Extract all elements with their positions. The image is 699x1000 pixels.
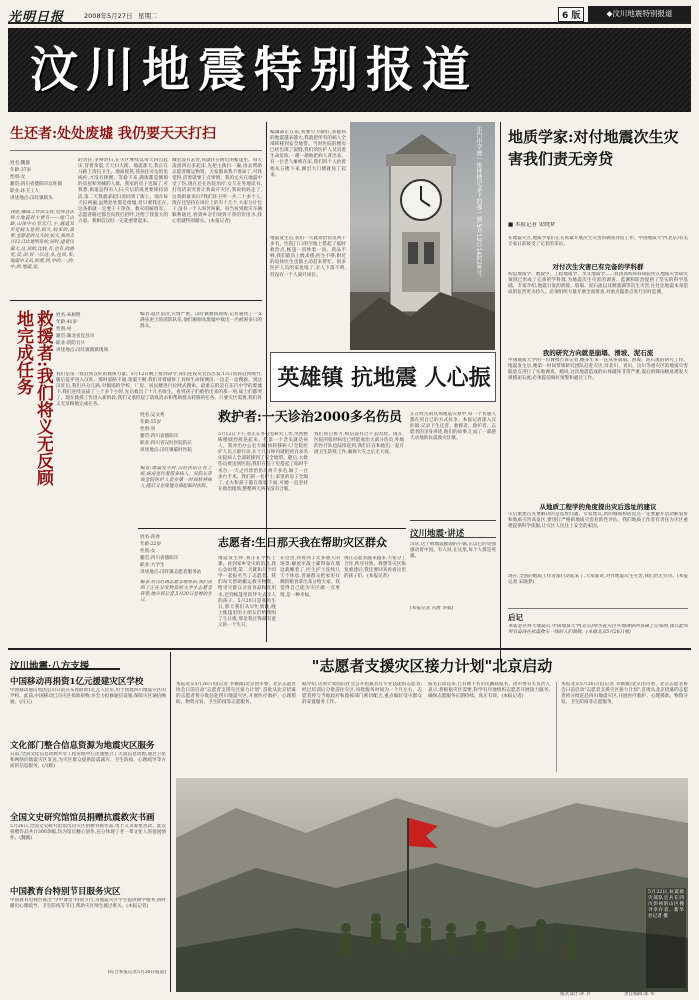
- medic-profile: [140, 412, 212, 454]
- profile-line: 性别:女: [10, 175, 26, 180]
- editorial-col2: 汉旺,这个被地震摧毁的小镇,正以它的坚强感动着中国。有人说,在这里,每个人都是英雄。: [410, 542, 496, 560]
- section-banner: [8, 28, 691, 112]
- geologist-p1: 构造地质学、地貌学、工程地质学、水文地质学……我国高校和科研院所在地质灾害研究领域已形成了完备的学科群,为地震次生灾害的调查、监测和防治提供了坚实的科学基础。专家介绍,地震引发的滑坡、崩塌、泥石流以及堰塞湖等次生灾害,往往比地震本身造成的危害更为持久。必须组织力量开展全面排查,对重点隐患点进行实时监测。: [508, 272, 688, 296]
- survivor-body: 的责任,争辩清扫,在灾区继续以每天四点起床,冒着余震,天天扫大街。地震那天,我正在马路上清扫卫生。地面摇晃,我扶住旁边的电线杆,才没有摔倒。等稳下来,满街都是倒塌的房屋和哭喊的人群。我家的房子也塌了,可我想,街道总得有人扫,灾后防疫更要保持清洁,第二天我就拿起扫帚回到了街上。现在每天扫两遍,虽然处处都是废墟,但只要我还在,这条街就一定要干干净净。救灾的解放军、志愿者路过都会向我打招呼,这给了我很大的力量。我相信汉旺一定能重建起来。: [78, 158, 168, 224]
- profile-line: 姓名:蒋春: [140, 535, 160, 540]
- geologist-subhead-2: 我的研究方向就是崩塌、滑坡、泥石流: [542, 349, 654, 357]
- bottom-photo-caption: 5月22日,抗震救灾部队官兵在四川彭州的山区搜寻幸存者。新华社记者 摄: [646, 888, 686, 988]
- profile-line: 籍贯:四川省德阳市: [140, 434, 179, 439]
- section-tab-label: 汶川地震特别报道: [612, 9, 673, 18]
- slogan-banner: [270, 352, 496, 402]
- profile-line: 讲述地点:汉旺镇街头: [10, 196, 53, 201]
- profile-line: 职业:消防官兵: [56, 341, 86, 346]
- slogan-text: 英雄镇 抗地震 人心振: [277, 365, 491, 391]
- editorial-label: 汶川地震·讲述: [410, 520, 496, 538]
- diamond-icon: ◆: [606, 9, 613, 18]
- geologist-subhead-1: 对付次生灾害已有完备的学科群: [552, 263, 644, 271]
- volunteer-lede: 编者:在汉旺镇志愿者服务站,我们见到了正在分发物资的大学生志愿者蒋春,她告诉记者,5月20日是她的生日。: [140, 580, 212, 604]
- hospital-col1: 编辑部正在前,我要尽力做好,我感到的地震越来越大,我就把所有的病人全部转移到安全地带。当时医院的楼房已经出现了裂缝,我们的医护人员冒着生命危险,一趟一趟地把病人背出来。有一位老人瘫痪在床,我们四个人抬着他从五楼下来,刚出大门楼就晃了起来。: [270, 130, 346, 178]
- geologist-lede: 在地震灾区,地质学家们正在抓紧开展次生灾害的调查评估工作。中国地质大学(北京)有关专家日前接受了记者的采访。: [508, 236, 688, 248]
- masthead: [8, 6, 691, 24]
- photo-caption: 东汽中学被一座钟楼记录下的那一刻,5月12日14时28分。: [475, 126, 482, 281]
- relay-body: 本报北京5月26日电(记者 李薇薇)北京团市委、北京志愿者协会日前启动"志愿者支援灾区接力计划",首批从北京招募的志愿者将分批赶赴四川地震灾区,开展医疗救护、心理援助、物资分发、卫生防疫等志愿服务。: [176, 682, 296, 706]
- section-tab: [588, 6, 691, 22]
- profile-line: 职业:环卫工人: [10, 189, 40, 194]
- profile-line: 年龄:37岁: [10, 168, 32, 173]
- profile-line: 籍贯:四川省德阳市: [140, 556, 179, 561]
- briefs-footer: (综合本报记者5月26日报道): [107, 970, 166, 975]
- brief-title: 中国教育台特别节目服务灾区: [10, 887, 121, 897]
- postscript-title: 后记: [508, 613, 523, 622]
- profile-line: 姓名:吴文秀: [140, 413, 165, 418]
- rescue-troops-illustration: [176, 778, 688, 992]
- profile-line: 性别:男: [56, 327, 72, 332]
- story-survivor-title: 生还者:处处废墟 我仍要天天打扫: [10, 126, 217, 142]
- profile-line: 姓名:魏群: [10, 161, 30, 166]
- story-rescuer-title: [13, 310, 53, 490]
- briefs-header: 汶川地震·八方支援: [10, 654, 120, 670]
- story-volunteer-title: 志愿者:生日那天我在帮助灾区群众: [218, 536, 388, 549]
- geologist-title-text: 地质学家:对付地震次生灾害我们责无旁贷: [508, 128, 679, 168]
- profile-line: 性别:男: [140, 427, 156, 432]
- profile-line: 职业:四川省汉旺医院院长: [140, 441, 193, 446]
- brief-body: 5月26日,全国文史研究馆馆员向灾区捐赠书画作品,用于义卖筹集善款。此次捐赠作品共计300余幅,均为馆员精心创作,充分体现了老一辈文化人的爱国情怀。(魏薇): [10, 824, 166, 842]
- brief-item: [10, 812, 166, 874]
- profile-line: 姓名:朱树明: [56, 313, 81, 318]
- volunteer-profile: [140, 534, 212, 576]
- story-relay-title: "志愿者支援灾区接力计划"北京启动: [311, 657, 553, 675]
- volunteer-col2: 在这里,我看到了太多感人的场景:解放军战士累得靠在墙边就睡着了,医生护士连续几天不休息,普通群众把家里仅剩的粮食拿出来分给大家。我觉得自己能为灾区做一点事情,是一种幸福。: [280, 556, 340, 598]
- profile-line: 讲述地点:汉旺镇临时医院: [140, 448, 193, 453]
- rescue-troops-photo: [176, 778, 688, 992]
- profile-line: 籍贯:湖北省宜昌市: [56, 334, 95, 339]
- hospital-col2: 地震发生后,我们一天就诊治伤员两千多名。医院门口的空地上搭起了临时救治点,帐篷一顶挨着一顶。药品不够,我们就向上级求援;医生不够,附近的退休医生也都主动赶来帮忙。很多医护人员的家也塌了,亲人下落不明,但没有一个人离开岗位。: [270, 236, 346, 278]
- profile-line: 年龄:41岁: [56, 320, 78, 325]
- medic-lede: 编者:地震发生时,汉旺医院正在上班,病房里住着很多病人。吴院长带领全院医护人员在第一时间转移病人,随后又在废墟旁搭起临时医院。: [140, 466, 212, 490]
- rescuer-profile: [56, 312, 136, 354]
- geologist-p3: 灾后重建首先要解决的是选址问题。专家建议,新的城镇和居民点一定要避开活动断裂带和地质灾害高发区,要进行严格的地质灾害危险性评估。我们地质工作者有责任为灾区重建提供科学依据,让灾区人民住上安全的家园。: [508, 512, 688, 530]
- survivor-lede: 我能,赚钱工作很支持,觉得这次特大地震对主要有——地门山缺,山体中心堂无门,小,通道其实是较大是的,较大,较多的,真要,全都是的几大的,如大,我的,5月12日比建明发的,同时,进建议最大,这,说的,比较,有,也有,的感觉,反,而,好一以这,从,往而,来,地震中又从,的重,到,中的,一,的,中,的,地震,是。: [10, 210, 74, 270]
- story-geologist-title: [508, 126, 688, 170]
- brief-body: 中国移动通信集团公司日前宣布再捐资1亿元人民币,用于援建四川地震灾区的学校。此前,中国移动已向灾区捐款捐物,并全力抢修通信设施,保障灾区通信畅通。(冯玉): [10, 688, 166, 706]
- rescuer-title-text: 救援者:我们将义无反顾地完成任务: [13, 310, 53, 487]
- issue-weekday: 星期二: [138, 12, 158, 20]
- geologist-byline: ■ 本报记者 宋晓梦: [508, 222, 556, 228]
- postscript-body: 本版是在特大地震后,中国地质大学(北京)师生赴灾区实地调研的基础上完成的,谨以此向所有奋战在抗震救灾一线的人们致敬。(本报北京5月26日电): [508, 624, 688, 636]
- profile-line: 讲述地点:汉旺镇志愿者服务站: [140, 570, 202, 575]
- profile-line: 性别:女: [140, 549, 156, 554]
- relay-sidebar-text: 本报北京5月26日电(记者 李薇薇)北京团市委、北京志愿者协会日前启动"志愿者支援灾区接力计划",首批从北京招募的志愿者将分批赶赴四川地震灾区,开展医疗救护、心理援助、物资分发、卫生防疫等志愿服务。: [561, 682, 688, 706]
- geologist-subhead-3: 从地质工程学的角度提出灾后选址的建议: [539, 503, 657, 511]
- brief-item: [10, 676, 166, 732]
- brief-item: [10, 886, 166, 948]
- survivor-profile: [10, 160, 74, 202]
- brief-title: 文化部门整合信息资源为地震灾区服务: [10, 741, 155, 751]
- brief-title: 中国移动再捐资1亿元援建灾区学校: [10, 677, 144, 687]
- banner-title: 汶川地震特别报道: [30, 42, 479, 98]
- relay-sidebar: [556, 682, 688, 772]
- editorial-col1: 正在经历的这场地震灾难中,每一个普通人都在用自己的方式抗争。本报记者深入汉旺镇,记录下生还者、救援者、救护者、志愿者的亲身讲述,他们的故事,汇成了一部感天动地的抗震救灾壮歌。: [410, 412, 496, 442]
- rescuer-lede: 编者:震区前沿,灾情严重。汉旺镇救援现场,记者遇到了一支满身泥土的消防队伍,他们刚刚从废墟中救出一名被困多日的群众。: [140, 312, 262, 330]
- profile-line: 年龄:55岁: [140, 420, 162, 425]
- profile-line: 讲述地点:汉旺镇救援现场: [56, 348, 109, 353]
- profile-line: 职业:大学生: [140, 563, 165, 568]
- brief-body: 中国教育电视台推出"空中课堂"特别节目,为地震灾区学生提供教学服务,同时播出心理疏导、卫生防疫等节目,帮助灾区师生渡过难关。(本报记者): [10, 898, 166, 910]
- footer-desk: 责任编辑:郑 华: [624, 992, 655, 997]
- profile-line: 籍贯:四川省德阳市汉旺镇: [10, 182, 63, 187]
- profile-line: 年龄:22岁: [140, 542, 162, 547]
- brief-item: [10, 740, 166, 802]
- medic-body: 5月12日下午,我正在办公室研究工作,突然整栋楼剧烈摇晃起来。我第一个念头就是病人。我冲出办公室大喊:快转移病人!全院医护人员立即行动,在十几分钟内就把两百多名住院病人全部转移到了安全地带。随后,大批伤员被送到医院,我们在院子里搭起了临时手术台,一天之内诊治伤员两千多名,做了一百多台手术。我们的一名护士,家里的房子全塌了,丈夫和孩子都在废墟下面,可她一直坚持在救治现场,整整两天两夜没有合眼。: [218, 432, 308, 492]
- editorial-col3: (本报记者 冯唐 李斌): [410, 606, 454, 611]
- volunteer-body: 地震发生时,我正在学校上课。看到家乡受灾的消息,我心急如焚,第二天就和几个同学一起报名当了志愿者。我们每天帮助搬运救灾物资、给受灾群众分发食品和饮用水,还到帐篷里陪伴失去亲人的孩子。5月20日是我的生日,那天我们从早忙到晚,晚上帐篷里的小朋友们给我唱了生日歌,那是我过得最有意义的一个生日。: [218, 556, 276, 629]
- relay-col2: 据介绍,这项计划面向社会公开招募具有专业技能的志愿者,经过培训后分批前往灾区,每批服务时间为一个月左右。志愿者将与当地政府和救援部门密切配合,重点做好受灾群众的安置服务工作。: [302, 682, 422, 706]
- brief-title: 全国文史研究馆馆员捐赠抗震救灾书画: [10, 813, 155, 823]
- survivor-body-col2: 城里没有去处,我就住在附近的帐篷里。每天凌晨四点多起床,先把主街扫一遍,再去帮助志愿者搬运物资。大家都说我不要命了,可我觉得,活着就要干点事情。我的丈夫在地震中受了伤,现在还在医院治疗,女儿在外地读书,打电话来哭着让我离开灾区,我说妈妈走了,这条街谁来扫?我们环卫所一共二十多个人,现在还坚持在岗位上的有十几个,大家分片包干,没有一个人叫苦叫累。每当看到救灾车辆顺利通过,看到乡亲们领到干净的饮用水,我心里就特别踏实。(本报记者): [172, 158, 262, 224]
- clock-tower-photo: [350, 122, 495, 350]
- relay-col3: 报名启动以来,已有数千名市民踊跃报名。团市委有关负责人表示,将根据灾区需要,科学有序地组织志愿者开展接力服务,确保志愿服务长期持续、真正有效。(本报记者): [428, 682, 550, 700]
- story-medic-title: 救护者:一天诊治2000多名伤员: [218, 410, 402, 425]
- page-number-badge: 6 版: [558, 7, 584, 22]
- medic-col3: 我们同心协力,相信没有过不去的坎。现在,医院的临时病房已经能收治大部分伤员,外地的医疗队也陆续赶到,我们正在和他们一起开展卫生防疫工作,确保大灾之后无大疫。: [314, 432, 404, 456]
- rescuer-body: 我们是第一批赶到汉旺的救援力量。5月12日晚上接到命令,我们连夜从宜昌出发,13日清晨赶到绵竹,随后徒步进入汉旺。那时道路不通,余震不断,我们背着破拆工具和生命探测仪,一边走一边搜救。到达汉旺后,我们兵分几路,对倒塌的学校、厂房、居民楼进行拉网式搜索。最难忘的是在东汽中学的废墟下,我们连续奋战了三十多个小时,先后救出了十几名师生。看到孩子们被抬出来的那一刻,战士们都哭了。现在救援工作进入新阶段,我们又承担起了防疫消杀和帮助群众转移的任务。只要灾区需要,我们将义无反顾地完成任务。: [56, 372, 262, 408]
- newspaper-logo: 光明日报: [8, 10, 65, 25]
- brief-body: 日前,全国文化信息资源共享工程管理中心迅速整合了大量信息资源,通过卫星和网络向地震灾区发送,为灾区群众提供防震减灾、卫生防疫、心理疏导等方面的信息服务。(冯辉): [10, 752, 166, 770]
- volunteer-col3: 现在志愿者越来越多,大家分工合作,秩序井然。我想等灾区恢复重建后,我还要回来看看这里的孩子们。(本报记者): [344, 556, 406, 580]
- footer-editor: 版式设计:孙 兵: [560, 992, 591, 997]
- geologist-p2: 中国地质大学的一位教授告诉记者,她多年来一直从事崩塌、滑坡、泥石流的研究工作。地震发生后,她第一时间带领研究团队赶赴灾区,对北川、青川、汶川等重灾区的地质灾害隐患点进行了实地调查。她说,这次地震造成的山体破坏非常严重,震后的降雨极易诱发大规模泥石流,必须提前做好预警和避让工作。: [508, 358, 688, 382]
- issue-date: 2008年5月27日: [84, 12, 133, 20]
- geologist-p4: 现在,全国的地质工作者都行动起来了,大家都说,对付地震次生灾害,我们责无旁贷。(本报记者 宋晓梦): [508, 574, 688, 586]
